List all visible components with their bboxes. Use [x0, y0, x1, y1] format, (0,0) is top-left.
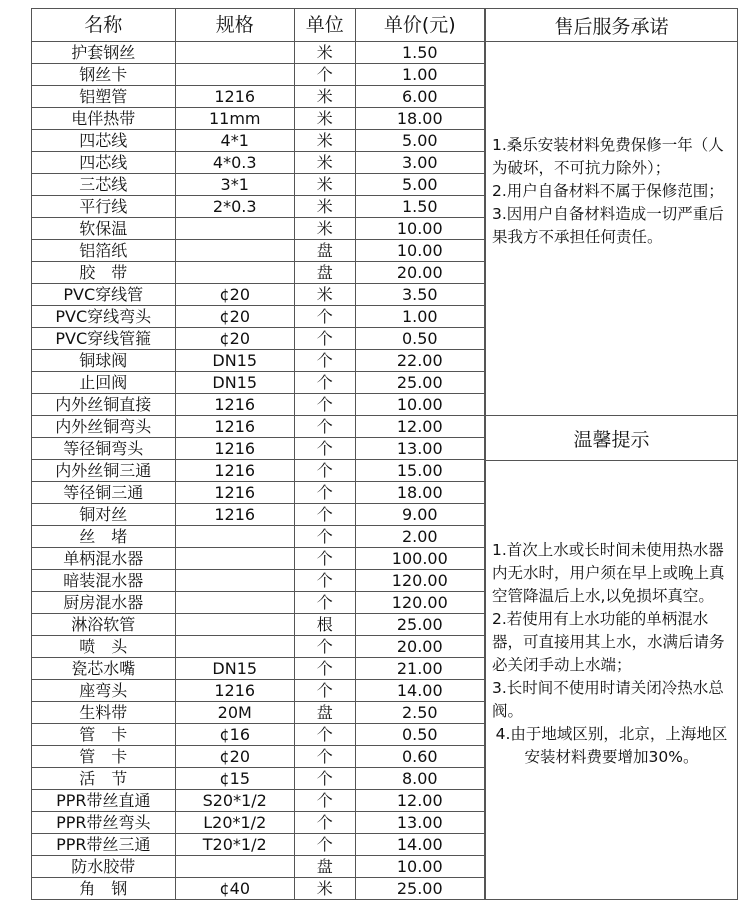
table-row [32, 592, 485, 614]
table-row [32, 680, 485, 702]
cell-unit: 盘 [294, 702, 355, 724]
cell-unit: 个 [294, 328, 355, 350]
cell-unit: 个 [294, 438, 355, 460]
cell-spec: 1216 [175, 680, 294, 702]
cell-spec: ¢15 [175, 768, 294, 790]
cell-price: 8.00 [355, 768, 484, 790]
table-row [32, 130, 485, 152]
cell-spec: S20*1/2 [175, 790, 294, 812]
cell-name: 喷 头 [32, 636, 176, 658]
table-row [32, 174, 485, 196]
cell-unit: 个 [294, 504, 355, 526]
cell-name: PVC穿线管 [32, 284, 176, 306]
cell-name: 内外丝铜三通 [32, 460, 176, 482]
cell-name: 淋浴软管 [32, 614, 176, 636]
cell-unit: 盘 [294, 240, 355, 262]
cell-unit: 米 [294, 152, 355, 174]
table-row [32, 372, 485, 394]
header-unit: 单位 [294, 9, 355, 42]
cell-unit: 个 [294, 482, 355, 504]
cell-name: 三芯线 [32, 174, 176, 196]
table-row [32, 724, 485, 746]
cell-name: 钢丝卡 [32, 64, 176, 86]
cell-name: 厨房混水器 [32, 592, 176, 614]
table-row [32, 834, 485, 856]
cell-price: 10.00 [355, 394, 484, 416]
cell-unit: 个 [294, 746, 355, 768]
cell-name: 四芯线 [32, 130, 176, 152]
tips-item-4: 4.由于地域区别，北京，上海地区安装材料费要增加30%。 [495, 725, 728, 766]
cell-spec: 1216 [175, 416, 294, 438]
cell-unit: 个 [294, 724, 355, 746]
cell-spec [175, 856, 294, 878]
cell-name: 护套钢丝 [32, 42, 176, 64]
cell-unit: 个 [294, 460, 355, 482]
cell-spec [175, 592, 294, 614]
cell-name: 铜对丝 [32, 504, 176, 526]
cell-spec: 3*1 [175, 174, 294, 196]
cell-spec: L20*1/2 [175, 812, 294, 834]
table-row [32, 108, 485, 130]
cell-unit: 米 [294, 218, 355, 240]
cell-unit: 个 [294, 636, 355, 658]
service-item-1: 1.桑乐安装材料免费保修一年（人为破坏，不可抗力除外）； [492, 136, 724, 177]
cell-spec: DN15 [175, 658, 294, 680]
cell-price: 12.00 [355, 790, 484, 812]
cell-unit: 米 [294, 86, 355, 108]
service-item-3: 3.因用户自备材料造成一切严重后果我方不承担任何责任。 [492, 205, 724, 246]
cell-spec: ¢20 [175, 284, 294, 306]
cell-unit: 个 [294, 394, 355, 416]
cell-name: 铝塑管 [32, 86, 176, 108]
cell-price: 1.50 [355, 196, 484, 218]
cell-name: 铜球阀 [32, 350, 176, 372]
cell-price: 2.50 [355, 702, 484, 724]
cell-price: 10.00 [355, 240, 484, 262]
cell-spec [175, 42, 294, 64]
cell-spec: 4*1 [175, 130, 294, 152]
cell-name: PPR带丝直通 [32, 790, 176, 812]
cell-price: 5.00 [355, 174, 484, 196]
cell-unit: 盘 [294, 262, 355, 284]
cell-spec: ¢16 [175, 724, 294, 746]
cell-price: 3.00 [355, 152, 484, 174]
cell-unit: 个 [294, 350, 355, 372]
cell-name: PVC穿线弯头 [32, 306, 176, 328]
table-row [32, 746, 485, 768]
cell-spec [175, 614, 294, 636]
cell-name: 活 节 [32, 768, 176, 790]
cell-name: 丝 堵 [32, 526, 176, 548]
table-row [32, 350, 485, 372]
cell-unit: 米 [294, 108, 355, 130]
table-row [32, 658, 485, 680]
cell-name: 电伴热带 [32, 108, 176, 130]
header-price: 单价(元) [355, 9, 484, 42]
table-row [32, 856, 485, 878]
cell-unit: 个 [294, 416, 355, 438]
cell-unit: 个 [294, 592, 355, 614]
cell-spec [175, 570, 294, 592]
cell-unit: 个 [294, 768, 355, 790]
cell-unit: 根 [294, 614, 355, 636]
service-text [486, 42, 737, 249]
cell-price: 14.00 [355, 680, 484, 702]
cell-price: 15.00 [355, 460, 484, 482]
cell-price: 10.00 [355, 218, 484, 240]
table-row [32, 482, 485, 504]
table-row [32, 526, 485, 548]
tips-panel [485, 415, 738, 900]
cell-spec: 1216 [175, 460, 294, 482]
header-spec: 规格 [175, 9, 294, 42]
cell-name: 等径铜弯头 [32, 438, 176, 460]
cell-name: PPR带丝三通 [32, 834, 176, 856]
cell-price: 1.00 [355, 306, 484, 328]
cell-spec: 1216 [175, 482, 294, 504]
cell-price: 13.00 [355, 812, 484, 834]
cell-name: 管 卡 [32, 724, 176, 746]
cell-price: 18.00 [355, 108, 484, 130]
table-row [32, 394, 485, 416]
cell-name: PPR带丝弯头 [32, 812, 176, 834]
cell-spec: 20M [175, 702, 294, 724]
cell-spec: ¢40 [175, 878, 294, 900]
cell-name: 止回阀 [32, 372, 176, 394]
table-row [32, 416, 485, 438]
cell-spec: DN15 [175, 350, 294, 372]
cell-unit: 米 [294, 878, 355, 900]
table-row [32, 702, 485, 724]
cell-spec: 1216 [175, 504, 294, 526]
table-row [32, 504, 485, 526]
cell-name: 座弯头 [32, 680, 176, 702]
cell-price: 120.00 [355, 592, 484, 614]
cell-unit: 个 [294, 790, 355, 812]
cell-unit: 个 [294, 64, 355, 86]
cell-price: 5.00 [355, 130, 484, 152]
cell-name: 单柄混水器 [32, 548, 176, 570]
cell-unit: 米 [294, 130, 355, 152]
cell-name: 防水胶带 [32, 856, 176, 878]
cell-price: 25.00 [355, 878, 484, 900]
cell-spec: 1216 [175, 394, 294, 416]
cell-spec: DN15 [175, 372, 294, 394]
table-row [32, 86, 485, 108]
tips-item-1: 1.首次上水或长时间未使用热水器内无水时，用户须在早上或晚上真空管降温后上水,以免损坏真空。 [492, 541, 725, 605]
tips-item-2: 2.若使用有上水功能的单柄混水器，可直接用其上水，水满后请务必关闭手动上水端； [492, 610, 725, 674]
cell-name: PVC穿线管箍 [32, 328, 176, 350]
cell-unit: 米 [294, 174, 355, 196]
cell-name: 管 卡 [32, 746, 176, 768]
cell-spec: ¢20 [175, 746, 294, 768]
cell-price: 25.00 [355, 372, 484, 394]
table-row [32, 636, 485, 658]
cell-price: 0.60 [355, 746, 484, 768]
table-row [32, 438, 485, 460]
cell-name: 等径铜三通 [32, 482, 176, 504]
table-row [32, 614, 485, 636]
cell-spec [175, 262, 294, 284]
table-row [32, 240, 485, 262]
cell-name: 生料带 [32, 702, 176, 724]
table-row [32, 790, 485, 812]
cell-spec: 11mm [175, 108, 294, 130]
cell-name: 铝箔纸 [32, 240, 176, 262]
cell-unit: 个 [294, 306, 355, 328]
cell-spec: T20*1/2 [175, 834, 294, 856]
cell-price: 21.00 [355, 658, 484, 680]
cell-spec: 1216 [175, 86, 294, 108]
cell-unit: 盘 [294, 856, 355, 878]
cell-spec [175, 526, 294, 548]
cell-price: 13.00 [355, 438, 484, 460]
cell-name: 角 钢 [32, 878, 176, 900]
service-item-2: 2.用户自备材料不属于保修范围； [492, 182, 724, 200]
table-row [32, 42, 485, 64]
cell-name: 内外丝铜直接 [32, 394, 176, 416]
cell-price: 2.00 [355, 526, 484, 548]
cell-unit: 个 [294, 812, 355, 834]
cell-unit: 个 [294, 526, 355, 548]
cell-spec [175, 218, 294, 240]
cell-price: 6.00 [355, 86, 484, 108]
cell-name: 平行线 [32, 196, 176, 218]
service-title: 售后服务承诺 [486, 9, 737, 42]
cell-unit: 个 [294, 372, 355, 394]
tips-text [486, 461, 737, 769]
table-row [32, 262, 485, 284]
table-row [32, 570, 485, 592]
service-panel [485, 8, 738, 416]
header-name: 名称 [32, 9, 176, 42]
cell-spec [175, 240, 294, 262]
tips-title: 温馨提示 [486, 416, 737, 461]
cell-price: 120.00 [355, 570, 484, 592]
cell-price: 9.00 [355, 504, 484, 526]
cell-spec: 1216 [175, 438, 294, 460]
table-row [32, 284, 485, 306]
cell-price: 14.00 [355, 834, 484, 856]
cell-unit: 个 [294, 680, 355, 702]
cell-price: 12.00 [355, 416, 484, 438]
cell-price: 20.00 [355, 262, 484, 284]
cell-price: 1.50 [355, 42, 484, 64]
cell-price: 0.50 [355, 328, 484, 350]
cell-spec: ¢20 [175, 306, 294, 328]
cell-unit: 个 [294, 658, 355, 680]
cell-unit: 米 [294, 196, 355, 218]
table-row [32, 306, 485, 328]
cell-unit: 个 [294, 548, 355, 570]
tips-item-3: 3.长时间不使用时请关闭冷热水总阀。 [492, 679, 724, 720]
cell-name: 瓷芯水嘴 [32, 658, 176, 680]
cell-price: 25.00 [355, 614, 484, 636]
table-row [32, 328, 485, 350]
table-row [32, 460, 485, 482]
cell-price: 3.50 [355, 284, 484, 306]
table-row [32, 548, 485, 570]
cell-price: 18.00 [355, 482, 484, 504]
cell-name: 胶 带 [32, 262, 176, 284]
cell-spec: 4*0.3 [175, 152, 294, 174]
cell-price: 0.50 [355, 724, 484, 746]
table-row [32, 152, 485, 174]
cell-unit: 个 [294, 834, 355, 856]
cell-unit: 米 [294, 284, 355, 306]
cell-price: 20.00 [355, 636, 484, 658]
table-row [32, 218, 485, 240]
cell-spec: ¢20 [175, 328, 294, 350]
cell-unit: 个 [294, 570, 355, 592]
cell-name: 软保温 [32, 218, 176, 240]
cell-name: 内外丝铜弯头 [32, 416, 176, 438]
price-table-body [32, 9, 485, 900]
cell-name: 暗装混水器 [32, 570, 176, 592]
table-row [32, 196, 485, 218]
cell-price: 100.00 [355, 548, 484, 570]
table-row [32, 64, 485, 86]
cell-spec [175, 636, 294, 658]
cell-unit: 米 [294, 42, 355, 64]
table-row [32, 768, 485, 790]
table-row [32, 812, 485, 834]
price-table [31, 8, 485, 900]
table-row [32, 878, 485, 900]
cell-spec [175, 64, 294, 86]
cell-spec [175, 548, 294, 570]
cell-price: 22.00 [355, 350, 484, 372]
cell-spec: 2*0.3 [175, 196, 294, 218]
cell-price: 1.00 [355, 64, 484, 86]
table-header-row [32, 9, 485, 42]
cell-name: 四芯线 [32, 152, 176, 174]
cell-price: 10.00 [355, 856, 484, 878]
